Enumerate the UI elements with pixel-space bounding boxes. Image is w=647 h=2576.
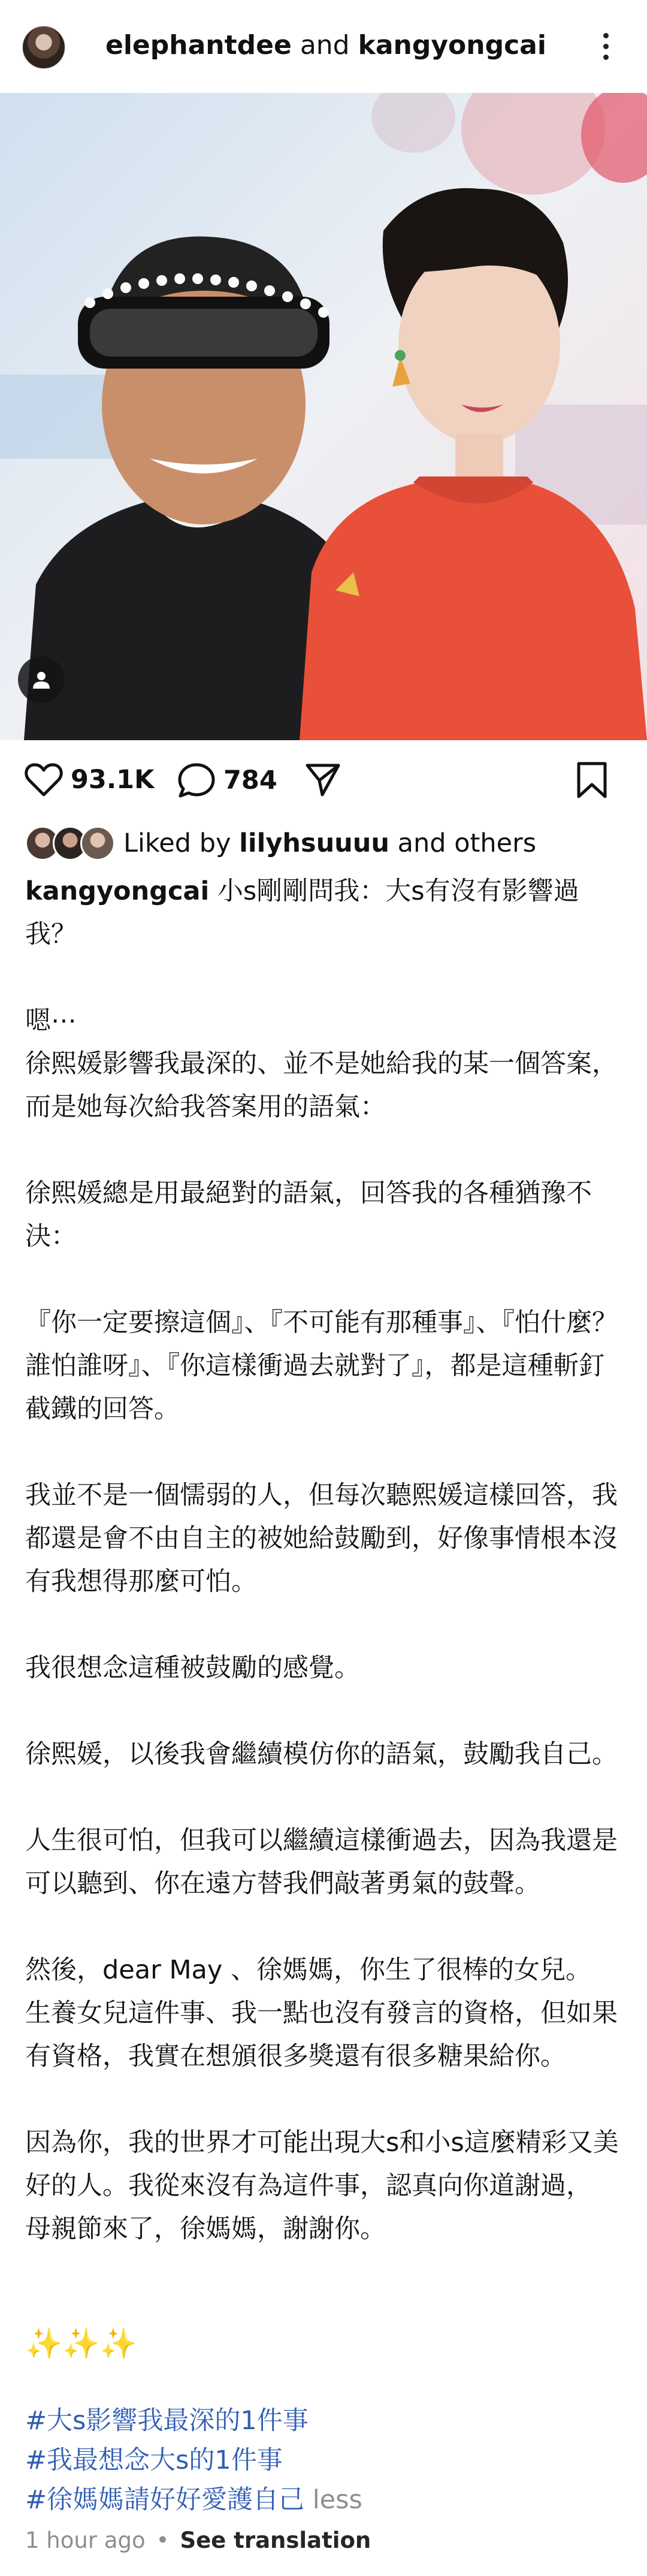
bookmark-icon <box>575 761 609 800</box>
caption-text: 小s剛剛問我：大s有沒有影響過我？ 嗯⋯ 徐熙媛影響我最深的、並不是她給我的某一個答案，而是她每次給我答案用的語氣： 徐熙媛總是用最絕對的語氣，回答我的各種猶豫不決： 『你一定要擦這個』、『不可能有那種事』、『怕什麼？誰怕誰呀』、『你這樣衝過去就對了』，都是這種斬釘截鐵的回答。 我並不是一個懦弱的人，但每次聽熙媛這樣回答，我都還是會不由自主的被她給鼓勵到，好像事情根本沒有我想得那麼可怕。 我很想念這種被鼓勵的感覺。 徐熙媛，以後我會繼續模仿你的語氣，鼓勵我自己。 人生很可怕，但我可以繼續這樣衝過去，因為我還是可以聽到、你在遠方替我們敲著勇氣的鼓聲。 然後，dear May 、徐媽媽，你生了很棒的女兒。 生養女兒這件事、我一點也沒有發言的資格，但如果有資格，我實在想頒很多獎還有很多糖果給你。 因為你，我的世界才可能出現大s和小s這麼精彩又美好的人。我從來沒有為這件事，認真向你道謝過， 母親節來了，徐媽媽，謝謝你。 <box>25 876 619 2244</box>
hashtag[interactable]: #大s影響我最深的1件事 <box>25 2406 309 2436</box>
author-username-2[interactable]: kangyongcai <box>358 30 546 61</box>
liked-by-row[interactable] <box>25 824 536 862</box>
post-header <box>0 0 647 93</box>
hashtag[interactable]: #徐媽媽請好好愛護自己 <box>25 2485 305 2515</box>
comment-count: 784 <box>223 765 277 795</box>
liked-by-prefix: Liked by <box>123 828 240 858</box>
share-icon <box>304 762 341 798</box>
post-action-bar <box>0 752 647 812</box>
authors-joiner: and <box>291 30 358 61</box>
bookmark-button[interactable] <box>575 761 609 800</box>
user-tag-glyph <box>31 669 52 690</box>
caption-sparkles: ✨✨✨ <box>25 2326 137 2361</box>
heart-icon <box>24 762 64 798</box>
footer-separator: • <box>156 2527 170 2553</box>
post-authors[interactable] <box>105 26 546 65</box>
author-avatar[interactable] <box>22 25 66 70</box>
liker-avatars <box>25 826 115 861</box>
author-username-1[interactable]: elephantdee <box>105 30 292 61</box>
post-caption <box>25 870 624 2251</box>
user-tag-icon[interactable] <box>18 656 65 703</box>
post-photo[interactable] <box>0 93 647 740</box>
liked-by-text <box>123 828 536 858</box>
post-timestamp: 1 hour ago <box>25 2527 146 2553</box>
more-options-icon[interactable] <box>597 25 615 67</box>
liker-avatar <box>80 826 115 861</box>
see-translation-link[interactable]: See translation <box>180 2527 371 2553</box>
liked-by-suffix[interactable]: and others <box>389 828 537 858</box>
photo-illustration <box>0 93 647 740</box>
like-count: 93.1K <box>71 765 155 795</box>
show-less-link[interactable]: less <box>312 2485 362 2515</box>
share-button[interactable] <box>304 762 341 798</box>
hashtag-list <box>25 2401 362 2520</box>
post-footer <box>25 2524 371 2557</box>
hashtag[interactable]: #我最想念大s的1件事 <box>25 2445 283 2475</box>
hashtag-last-line <box>25 2480 362 2520</box>
comment-icon <box>177 762 216 799</box>
liked-by-username[interactable]: lilyhsuuuu <box>239 828 390 858</box>
like-button[interactable] <box>24 762 154 798</box>
comment-button[interactable] <box>177 762 277 799</box>
caption-username[interactable]: kangyongcai <box>25 876 210 906</box>
